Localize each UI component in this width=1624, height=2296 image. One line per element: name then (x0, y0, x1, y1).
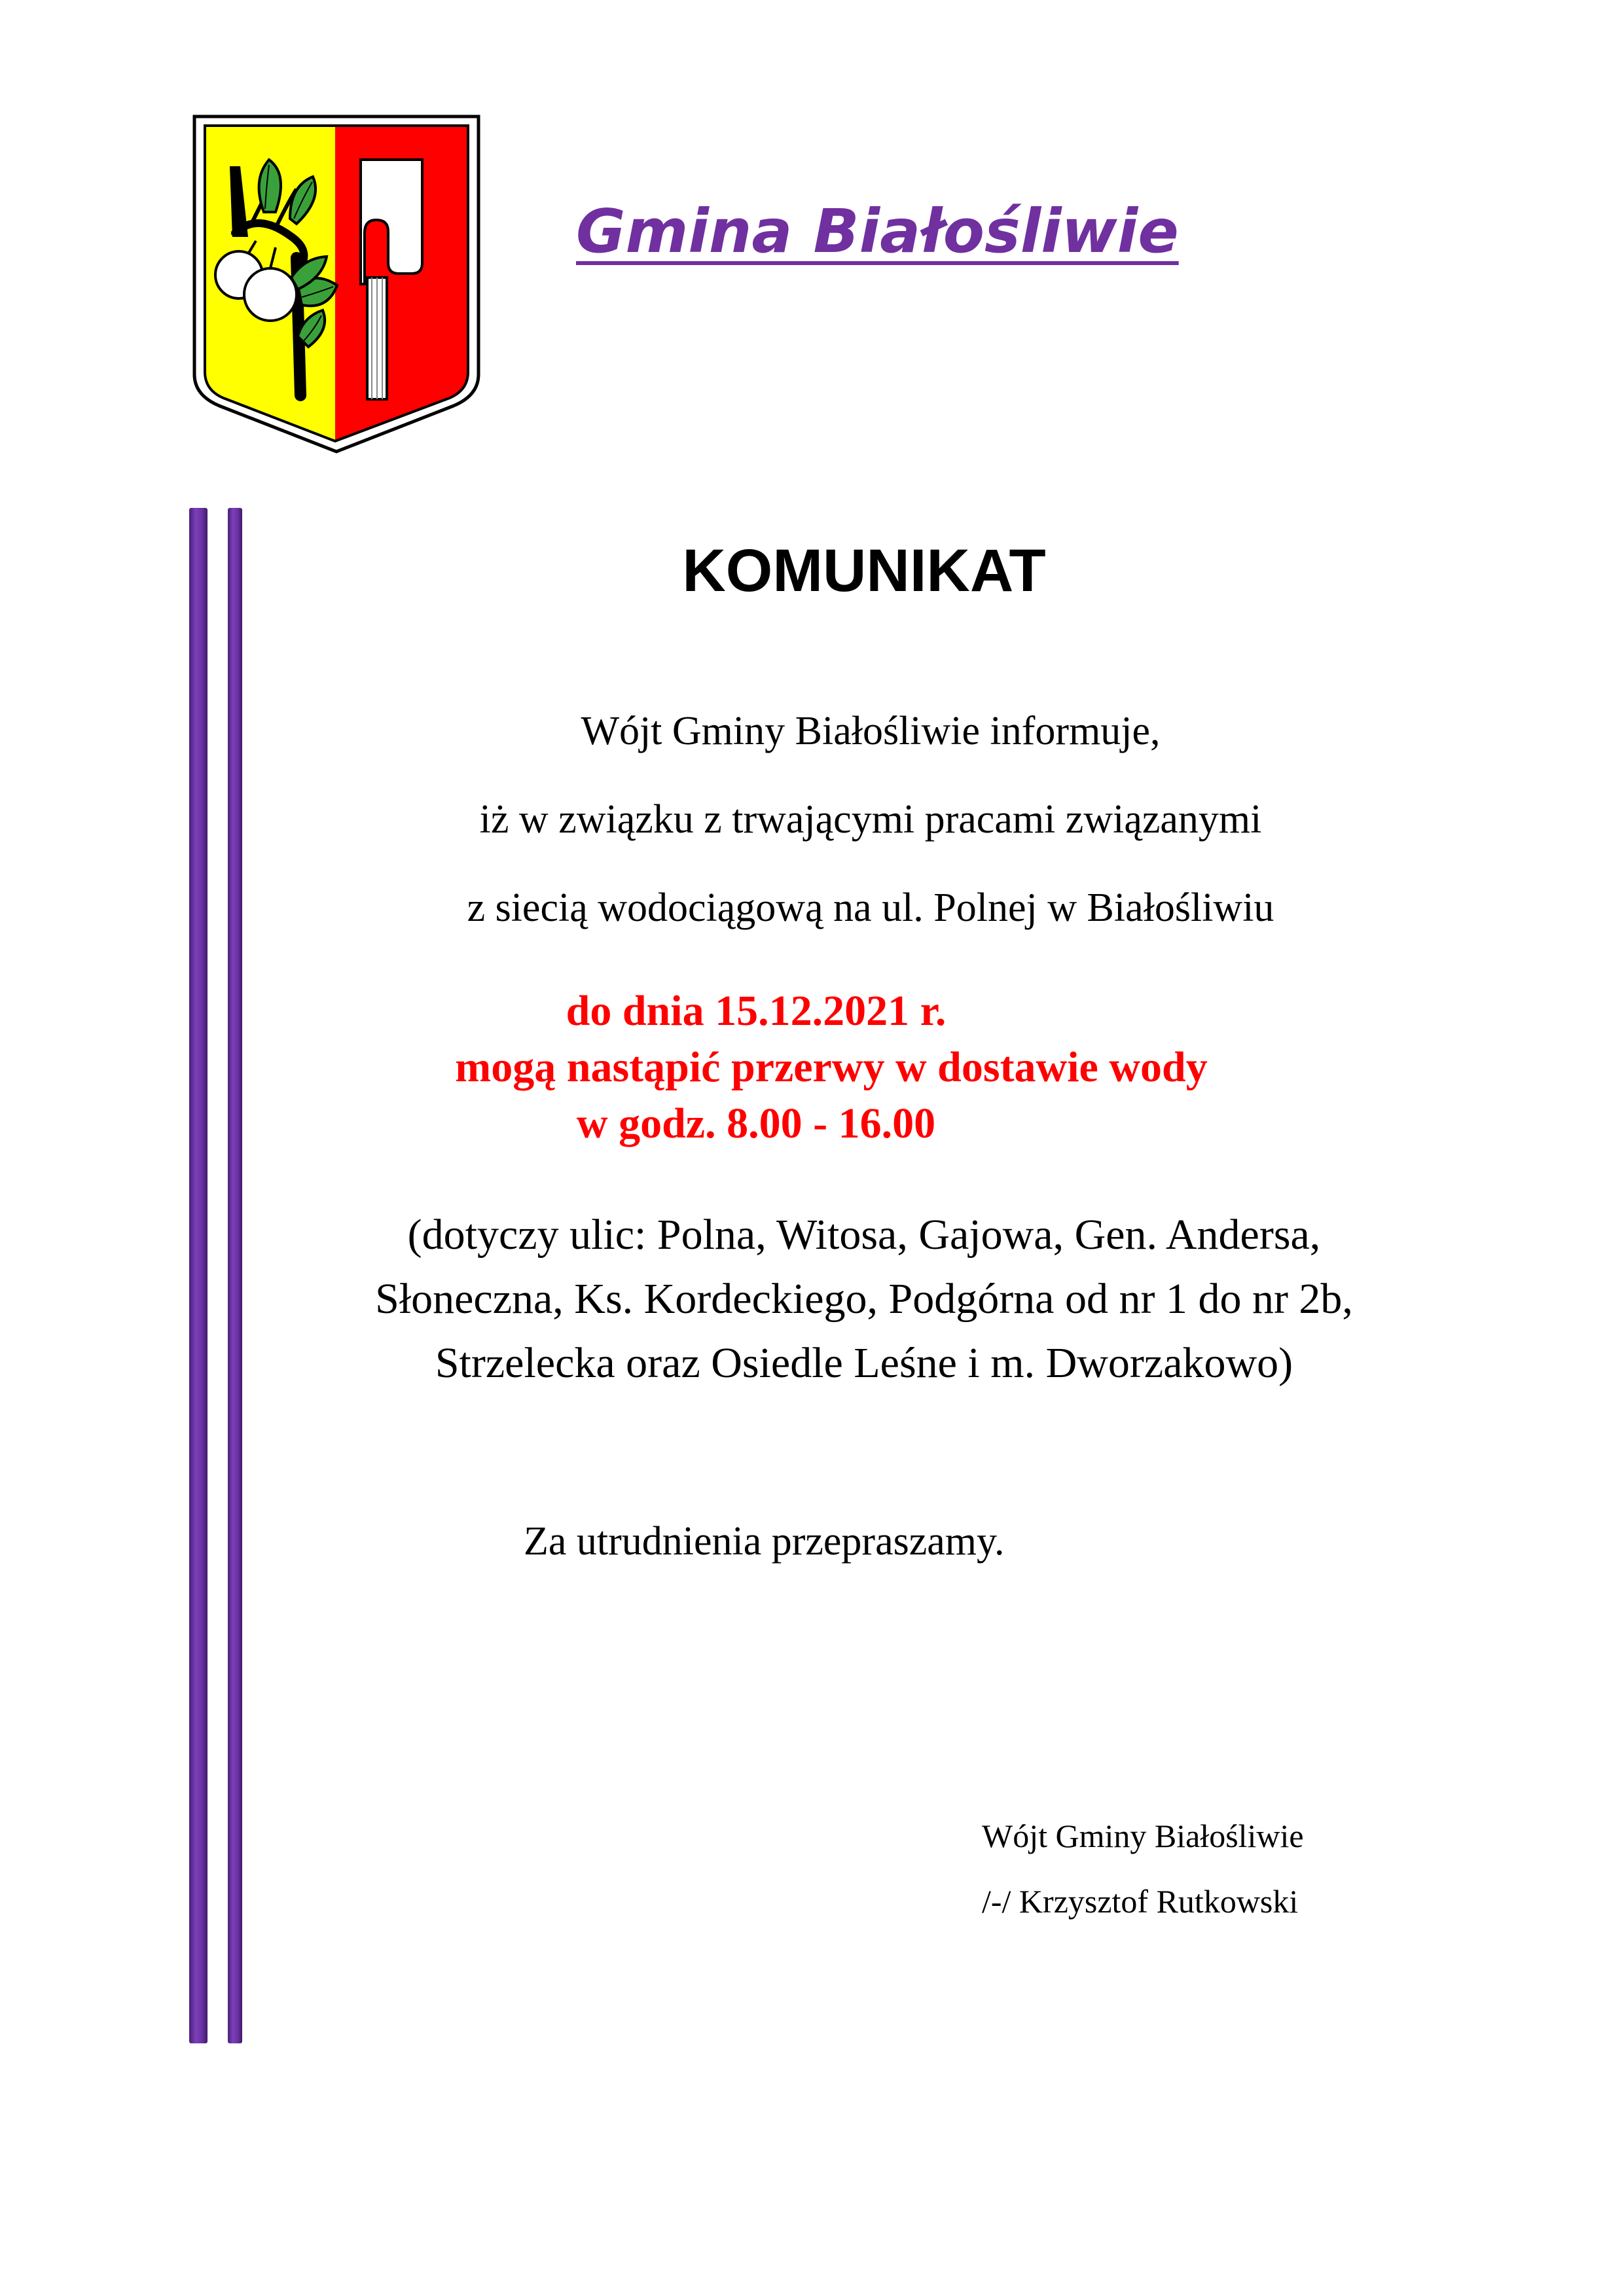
intro-text (353, 687, 1388, 952)
affected-streets (288, 1203, 1440, 1395)
signature-role: Wójt Gminy Białośliwie (982, 1818, 1304, 1854)
water-outage-alert (340, 983, 1322, 1152)
alert-line: mogą nastąpić przerwy w dostawie wody (455, 1043, 1208, 1091)
alert-line: w godz. 8.00 - 16.00 (576, 1100, 936, 1147)
intro-line: z siecią wodociągową na ul. Polnej w Białośliwiu (467, 886, 1274, 930)
signature-block (982, 1803, 1304, 1934)
streets-line: (dotyczy ulic: Polna, Witosa, Gajowa, Gen. Andersa, (407, 1211, 1321, 1259)
apology-text: Za utrudnienia przepraszamy. (524, 1519, 1005, 1564)
signature-name: /-/ Krzysztof Rutkowski (982, 1883, 1299, 1920)
streets-line: Strzelecka oraz Osiedle Leśne i m. Dworzakowo) (435, 1339, 1293, 1387)
decorative-bar-right (228, 508, 242, 2043)
coat-of-arms-icon (192, 114, 481, 454)
alert-line: do dnia 15.12.2021 r. (566, 987, 947, 1035)
announcement-title: KOMUNIKAT (682, 537, 1046, 604)
municipality-title: Gmina Białośliwie (576, 196, 1179, 266)
intro-line: iż w związku z trwającymi pracami związanymi (479, 797, 1262, 842)
intro-line: Wójt Gminy Białośliwie informuje, (581, 709, 1161, 753)
decorative-bar-left (189, 508, 208, 2043)
streets-line: Słoneczna, Ks. Kordeckiego, Podgórna od nr 1 do nr 2b, (375, 1275, 1353, 1323)
